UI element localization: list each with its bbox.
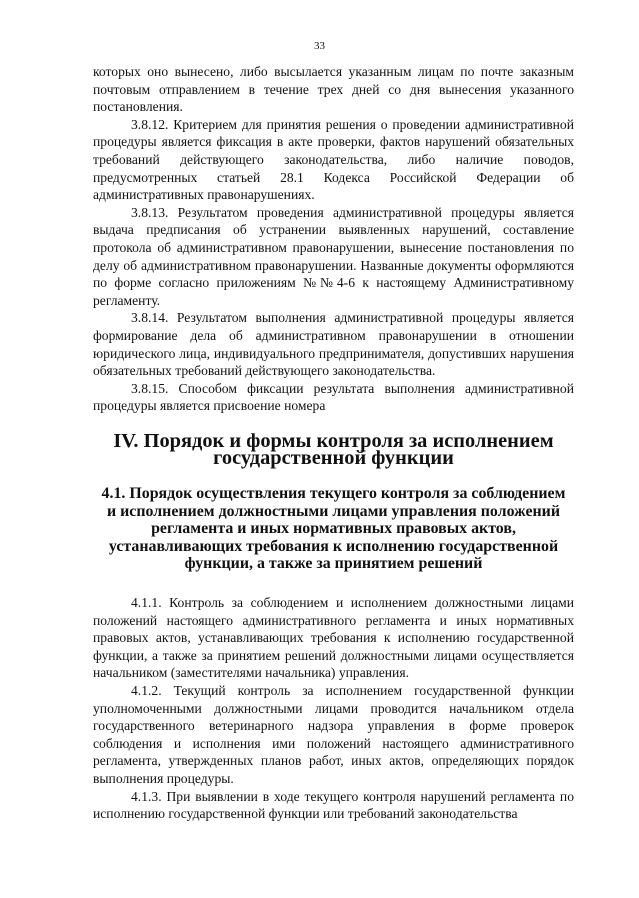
page-content — [93, 63, 574, 823]
page-number: 33 — [314, 40, 325, 52]
paragraph-continuation: которых оно вынесено, либо высылается указанным лицам по почте заказным почтовым отправлением в течение трех дней со дня вынесения указанного постановления. — [93, 64, 574, 115]
paragraph-4-1-2: 4.1.2. Текущий контроль за исполнением государственной функции уполномоченными должностными лицами проводится начальником отдела государственного ветеринарного надзора управления в форме проверок соблюдения и исполнения ими положений настоящего административного регламента, утвержденных планов работ, иных актов, определяющих порядок выполнения процедуры. — [93, 683, 574, 786]
paragraph-3-8-15: 3.8.15. Способом фиксации результата выполнения административной процедуры является присвоение номера — [93, 380, 574, 414]
paragraph-3-8-13: 3.8.13. Результатом проведения административной процедуры является выдача предписания об устранении выявленных нарушений, составление протокола об административном правонарушении, вынесение постановления по делу об административном правонарушении. Названные документы оформляются по форме согласно приложениям №№4-6 к настоящему Административному регламенту. — [93, 204, 574, 308]
subsection-heading: 4.1. Порядок осуществления текущего контроля за соблюдением и исполнением должностными лицами управления положений регламента и иных нормативных правовых актов, устанавливающих требования к исполнению государственной функции, а также за принятием решений — [101, 485, 566, 573]
paragraph-3-8-12: 3.8.12. Критерием для принятия решения о проведении административной процедуры является фиксация в акте проверки, фактов нарушений обязательных требований действующего законодательства, либо наличие поводов, предусмотренных статьей 28.1 Кодекса Российской Федерации об административных правонарушениях. — [93, 116, 574, 203]
paragraph-3-8-14: 3.8.14. Результатом выполнения административной процедуры является формирование дела об административном правонарушении в отношении юридического лица, индивидуального предпринимателя, допустивших нарушения обязательных требований действующего законодательства. — [93, 310, 574, 379]
section-heading: IV. Порядок и формы контроля за исполнением государственной функции — [113, 429, 554, 470]
paragraph-4-1-1: 4.1.1. Контроль за соблюдением и исполнением должностными лицами положений настоящего административного регламента и иных нормативных правовых актов, устанавливающих требования к исполнению государственной функции, а также за принятием решений должностными лицами осуществляется начальником (заместителями начальника) управления. — [93, 595, 574, 681]
paragraph-4-1-3: 4.1.3. При выявлении в ходе текущего контроля нарушений регламента по исполнению государственной функции или требований законодательства — [93, 788, 574, 822]
